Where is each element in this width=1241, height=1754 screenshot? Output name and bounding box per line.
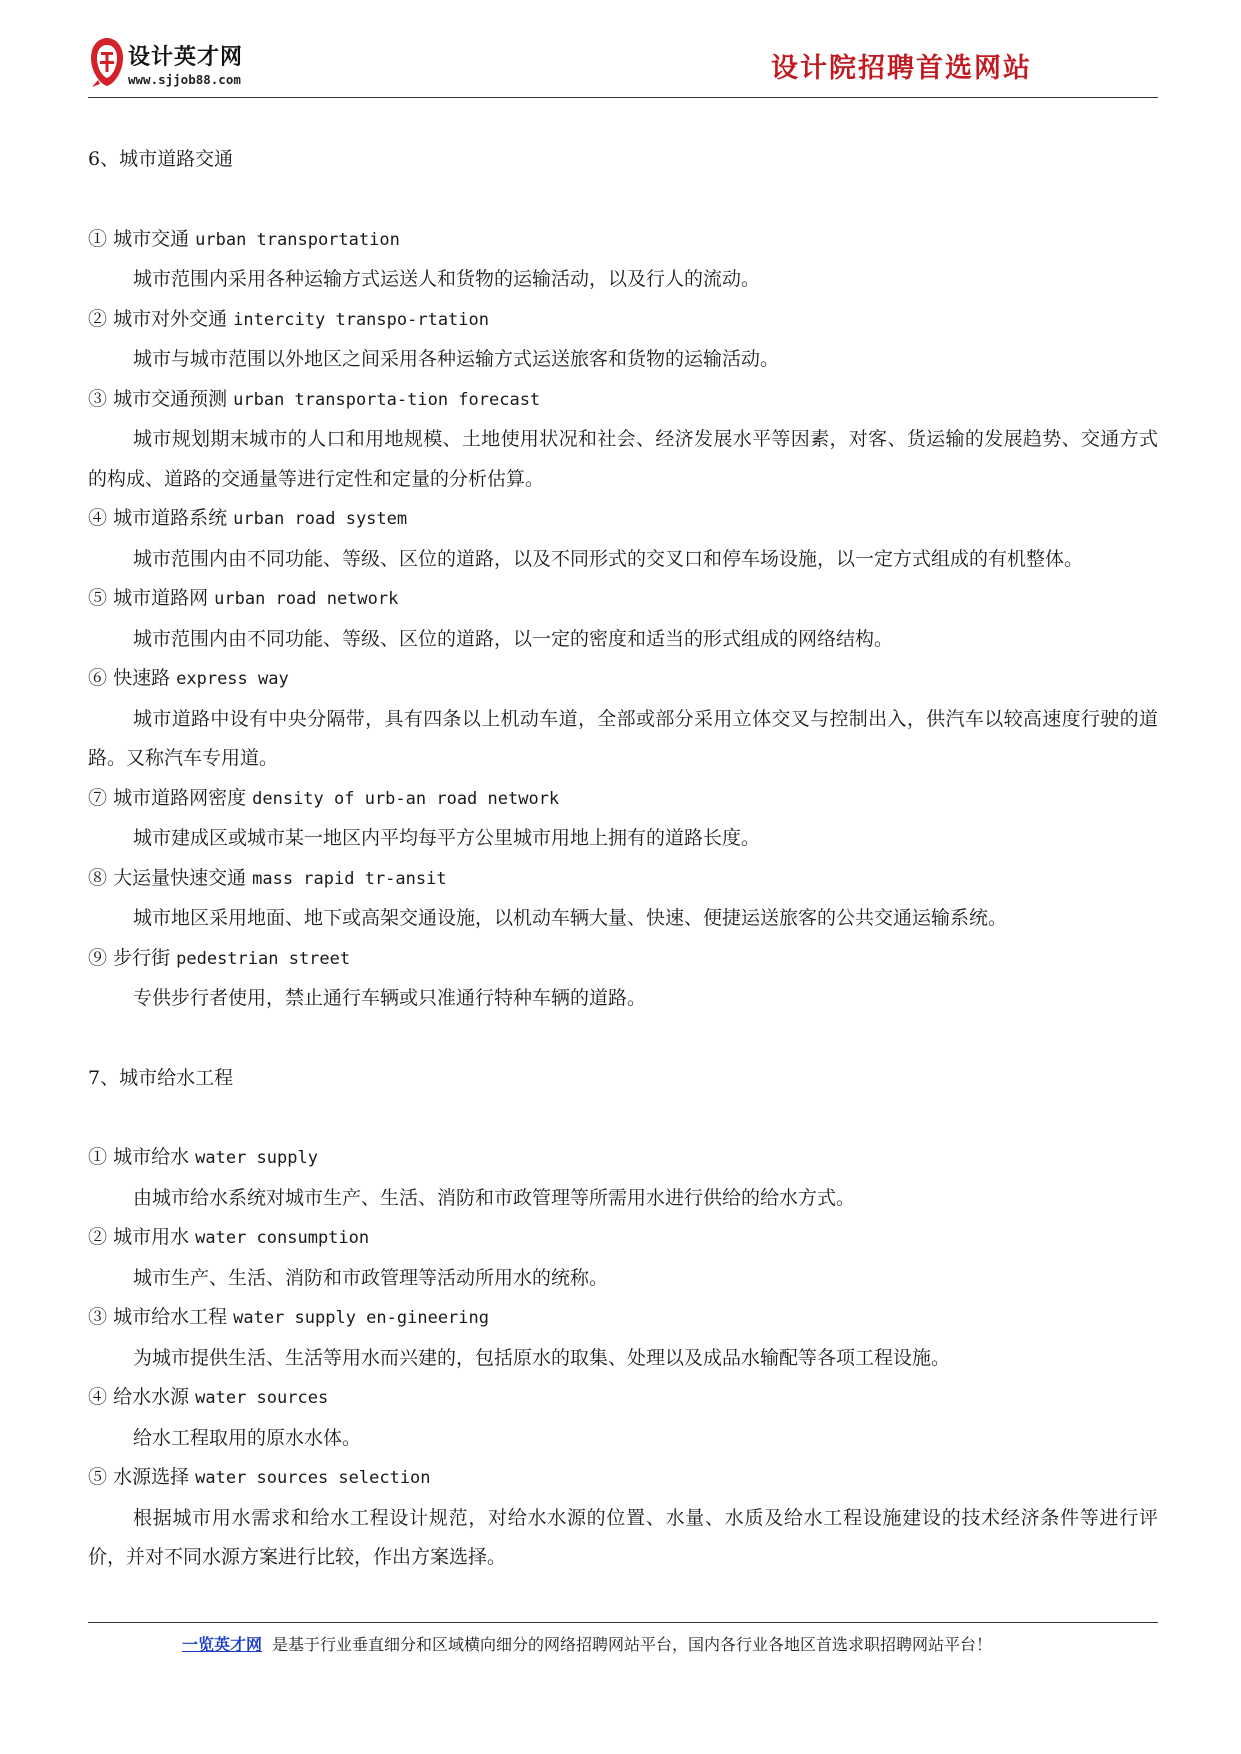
term-line <box>88 859 1158 900</box>
term-number: ⑤ <box>88 1466 108 1488</box>
term-definition: 城市地区采用地面、地下或高架交通设施，以机动车辆大量、快速、便捷运送旅客的公共交通运输系统。 <box>133 907 1008 929</box>
term-chinese: 城市道路网密度 <box>113 786 247 809</box>
term-chinese: 步行街 <box>113 946 171 969</box>
footer-divider <box>88 1622 1158 1623</box>
section-title: 6、城市道路交通 <box>88 148 234 170</box>
section-spacer <box>88 1098 1158 1138</box>
logo-mark-icon <box>88 36 126 88</box>
term-number: ② <box>88 307 108 330</box>
term-number: ⑨ <box>88 946 108 969</box>
term-english: water consumption <box>195 1228 370 1248</box>
term-line <box>88 220 1158 261</box>
footer-text: 是基于行业垂直细分和区域横向细分的网络招聘网站平台，国内各行业各地区首选求职招聘网站平台！ <box>272 1635 993 1654</box>
term-definition: 城市与城市范围以外地区之间采用各种运输方式运送旅客和货物的运输活动。 <box>133 348 780 370</box>
term-definition: 城市范围内由不同功能、等级、区位的道路，以及不同形式的交叉口和停车场设施，以一定方式组成的有机整体。 <box>133 547 1084 570</box>
term-definition: 专供步行者使用，禁止通行车辆或只准通行特种车辆的道路。 <box>133 987 647 1009</box>
term-definition: 由城市给水系统对城市生产、生活、消防和市政管理等所需用水进行供给的给水方式。 <box>133 1186 856 1209</box>
term-chinese: 城市对外交通 <box>113 307 228 330</box>
term-number: ④ <box>88 1386 108 1408</box>
header-divider <box>88 97 1158 98</box>
term-english: pedestrian street <box>176 948 351 969</box>
term-line <box>88 1298 1158 1339</box>
term-line <box>88 779 1158 820</box>
term-definition: 城市生产、生活、消防和市政管理等活动所用水的统称。 <box>133 1266 609 1289</box>
term-definition: 城市规划期末城市的人口和用地规模、土地使用状况和社会、经济发展水平等因素，对客、货运输的发展趋势、交通方式的构成、道路的交通量等进行定性和定量的分析估算。 <box>88 428 1158 490</box>
term-english: water supply en-gineering <box>233 1308 489 1328</box>
page-footer <box>182 1632 992 1655</box>
term-number: ③ <box>88 387 108 410</box>
document-body <box>88 140 1158 1578</box>
term-number: ② <box>88 1226 108 1248</box>
term-chinese: 给水水源 <box>113 1386 190 1408</box>
term-definition: 城市范围内采用各种运输方式运送人和货物的运输活动，以及行人的流动。 <box>133 268 761 290</box>
term-line <box>88 380 1158 421</box>
site-logo[interactable] <box>88 30 288 96</box>
term-chinese: 快速路 <box>113 667 171 689</box>
term-number: ⑤ <box>88 587 108 609</box>
term-number: ④ <box>88 507 108 529</box>
term-line <box>88 1378 1158 1419</box>
term-chinese: 大运量快速交通 <box>113 866 247 889</box>
term-line <box>88 1218 1158 1259</box>
term-number: ① <box>88 1146 108 1168</box>
term-english: water supply <box>195 1148 318 1168</box>
term-line <box>88 939 1158 980</box>
term-chinese: 城市交通预测 <box>113 387 228 410</box>
term-chinese: 城市交通 <box>113 227 190 250</box>
term-definition: 给水工程取用的原水水体。 <box>133 1426 362 1449</box>
term-english: urban road system <box>233 509 408 529</box>
term-chinese: 城市道路系统 <box>113 507 228 529</box>
logo-url: www.sjjob88.com <box>128 72 241 87</box>
term-line <box>88 659 1158 700</box>
term-line <box>88 1458 1158 1499</box>
section-spacer <box>88 1019 1158 1059</box>
term-number: ⑥ <box>88 667 108 689</box>
term-number: ③ <box>88 1306 108 1328</box>
term-definition: 为城市提供生活、生活等用水而兴建的，包括原水的取集、处理以及成品水输配等各项工程设施。 <box>133 1346 951 1369</box>
page-header <box>88 30 1158 98</box>
term-english: water sources <box>195 1388 329 1408</box>
section-title: 7、城市给水工程 <box>88 1066 234 1089</box>
term-chinese: 城市给水工程 <box>113 1306 228 1328</box>
term-line <box>88 300 1158 341</box>
term-definition: 城市建成区或城市某一地区内平均每平方公里城市用地上拥有的道路长度。 <box>133 827 761 849</box>
term-definition: 根据城市用水需求和给水工程设计规范，对给水水源的位置、水量、水质及给水工程设施建设的技术经济条件等进行评价，并对不同水源方案进行比较，作出方案选择。 <box>88 1506 1158 1568</box>
term-english: urban transporta-tion forecast <box>233 389 541 410</box>
term-english: express way <box>176 669 289 689</box>
term-line <box>88 579 1158 620</box>
term-number: ⑦ <box>88 786 108 809</box>
footer-link[interactable]: 一览英才网 <box>182 1635 263 1654</box>
term-definition: 城市范围内由不同功能、等级、区位的道路，以一定的密度和适当的形式组成的网络结构。 <box>133 627 894 650</box>
term-chinese: 城市给水 <box>113 1146 190 1168</box>
term-english: density of urb-an road network <box>252 788 560 809</box>
term-line <box>88 499 1158 540</box>
term-english: intercity transpo-rtation <box>233 309 489 330</box>
header-slogan: 设计院招聘首选网站 <box>771 53 1032 84</box>
logo-name: 设计英才网 <box>128 45 244 70</box>
term-english: mass rapid tr-ansit <box>252 868 447 889</box>
term-number: ① <box>88 227 108 250</box>
term-english: urban transportation <box>195 229 400 250</box>
term-number: ⑧ <box>88 866 108 889</box>
term-chinese: 城市道路网 <box>113 587 209 609</box>
term-chinese: 城市用水 <box>113 1226 190 1248</box>
term-english: urban road network <box>214 589 399 609</box>
term-english: water sources selection <box>195 1468 431 1488</box>
term-line <box>88 1138 1158 1179</box>
term-definition: 城市道路中设有中央分隔带，具有四条以上机动车道，全部或部分采用立体交叉与控制出入，供汽车以较高速度行驶的道路。又称汽车专用道。 <box>88 707 1158 769</box>
section-spacer <box>88 180 1158 220</box>
term-chinese: 水源选择 <box>113 1466 190 1488</box>
